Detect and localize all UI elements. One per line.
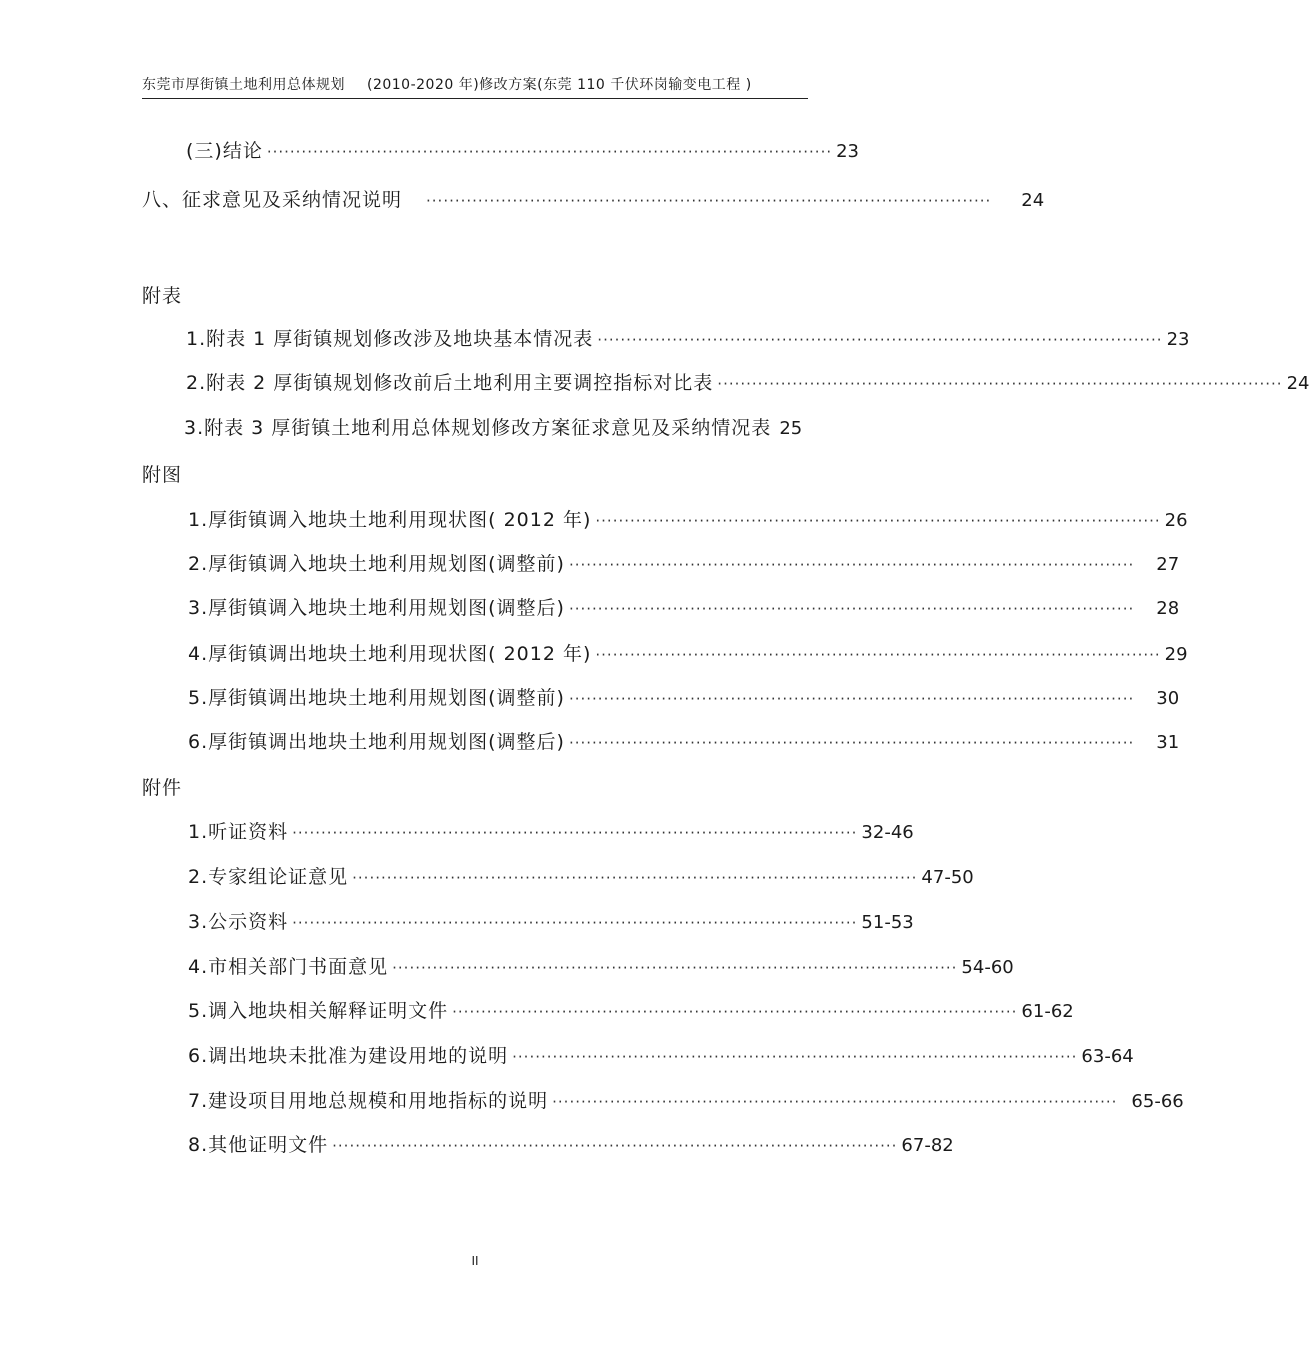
header-title: 东莞市厚街镇土地利用总体规划 bbox=[142, 77, 345, 93]
toc-entry-label: 1.听证资料 bbox=[188, 821, 289, 843]
toc-entry-attachment-4[interactable] bbox=[188, 954, 1014, 981]
toc-entry-label: 6.调出地块未批准为建设用地的说明 bbox=[188, 1045, 509, 1067]
toc-entry-page: 31 bbox=[1156, 732, 1180, 753]
leader-dots: ·································································································· bbox=[332, 1137, 898, 1155]
toc-entry-label: 3.附表 3 厚街镇土地利用总体规划修改方案征求意见及采纳情况表 bbox=[184, 417, 772, 439]
toc-entry-label: 1.附表 1 厚街镇规划修改涉及地块基本情况表 bbox=[186, 328, 594, 350]
toc-entry-table-3[interactable] bbox=[184, 415, 803, 442]
toc-entry-label: 1.厚街镇调入地块土地利用现状图( 2012 年) bbox=[188, 509, 592, 531]
leader-dots: ·································································································· bbox=[552, 1093, 1118, 1111]
toc-entry-map-3[interactable] bbox=[188, 595, 1180, 622]
header-rule bbox=[142, 98, 808, 99]
leader-dots: ·································································································· bbox=[568, 690, 1135, 708]
toc-entry-label: 3.厚街镇调入地块土地利用规划图(调整后) bbox=[188, 597, 565, 619]
toc-entry-page: 30 bbox=[1156, 688, 1180, 709]
toc-entry-attachment-7[interactable] bbox=[188, 1088, 1184, 1115]
leader-dots: ·································································································· bbox=[568, 734, 1135, 752]
toc-entry-map-4[interactable] bbox=[188, 641, 1188, 668]
toc-entry-attachment-2[interactable] bbox=[188, 864, 974, 891]
toc-entry-label: 3.公示资料 bbox=[188, 911, 289, 933]
section-heading-attachments: 附件 bbox=[142, 777, 183, 799]
toc-entry-page: 27 bbox=[1156, 554, 1180, 575]
toc-entry-label: (三)结论 bbox=[186, 140, 263, 162]
toc-entry-page: 23 bbox=[1166, 329, 1190, 350]
toc-entry-map-6[interactable] bbox=[188, 729, 1180, 756]
toc-entry-page: 23 bbox=[836, 141, 860, 162]
toc-entry-page: 67-82 bbox=[901, 1135, 954, 1156]
toc-entry-page: 25 bbox=[779, 418, 803, 439]
toc-entry-page: 26 bbox=[1164, 510, 1188, 531]
toc-entry-section8[interactable] bbox=[142, 187, 1045, 214]
toc-entry-page: 51-53 bbox=[861, 912, 914, 933]
toc-entry-page: 47-50 bbox=[921, 867, 974, 888]
header-period: (2010-2020 年)修改方案(东莞 110 千伏环岗输变电工程 ) bbox=[367, 77, 752, 93]
leader-dots: ·································································································· bbox=[426, 192, 992, 210]
toc-entry-table-1[interactable] bbox=[186, 326, 1190, 353]
leader-dots: ·································································································· bbox=[717, 375, 1283, 393]
toc-entry-table-2[interactable] bbox=[186, 370, 1309, 397]
toc-entry-page: 29 bbox=[1164, 644, 1188, 665]
toc-entry-label: 2.厚街镇调入地块土地利用规划图(调整前) bbox=[188, 553, 565, 575]
toc-entry-attachment-1[interactable] bbox=[188, 819, 914, 846]
toc-entry-page: 54-60 bbox=[961, 957, 1014, 978]
toc-entry-map-2[interactable] bbox=[188, 551, 1180, 578]
toc-entry-label: 5.厚街镇调出地块土地利用规划图(调整前) bbox=[188, 687, 565, 709]
toc-entry-page: 24 bbox=[1286, 373, 1309, 394]
toc-entry-label: 7.建设项目用地总规模和用地指标的说明 bbox=[188, 1090, 549, 1112]
toc-entry-page: 24 bbox=[1021, 190, 1045, 211]
leader-dots: ·································································································· bbox=[292, 914, 858, 932]
running-header bbox=[142, 74, 808, 94]
toc-entry-page: 65-66 bbox=[1131, 1091, 1184, 1112]
toc-entry-label: 5.调入地块相关解释证明文件 bbox=[188, 1000, 449, 1022]
toc-entry-attachment-3[interactable] bbox=[188, 909, 914, 936]
toc-entry-page: 32-46 bbox=[861, 822, 914, 843]
toc-entry-label: 4.市相关部门书面意见 bbox=[188, 956, 389, 978]
toc-entry-label: 6.厚街镇调出地块土地利用规划图(调整后) bbox=[188, 731, 565, 753]
toc-entry-label: 4.厚街镇调出地块土地利用现状图( 2012 年) bbox=[188, 643, 592, 665]
leader-dots: ·································································································· bbox=[352, 869, 918, 887]
page-number: II bbox=[471, 1254, 479, 1268]
leader-dots: ·································································································· bbox=[595, 512, 1161, 530]
toc-entry-label: 8.其他证明文件 bbox=[188, 1134, 329, 1156]
toc-entry-map-5[interactable] bbox=[188, 685, 1180, 712]
toc-entry-attachment-6[interactable] bbox=[188, 1043, 1134, 1070]
leader-dots: ·································································································· bbox=[568, 556, 1135, 574]
section-heading-maps: 附图 bbox=[142, 464, 183, 486]
leader-dots: ·································································································· bbox=[597, 331, 1163, 349]
toc-entry-map-1[interactable] bbox=[188, 507, 1188, 534]
leader-dots: ·································································································· bbox=[392, 959, 958, 977]
leader-dots: ·································································································· bbox=[292, 824, 858, 842]
leader-dots: ·································································································· bbox=[568, 600, 1135, 618]
leader-dots: ·································································································· bbox=[266, 143, 833, 161]
section-heading-tables: 附表 bbox=[142, 285, 183, 307]
toc-entry-page: 63-64 bbox=[1081, 1046, 1134, 1067]
toc-entry-attachment-5[interactable] bbox=[188, 998, 1074, 1025]
toc-entry-conclusion[interactable] bbox=[186, 138, 860, 165]
toc-entry-page: 61-62 bbox=[1021, 1001, 1074, 1022]
toc-entry-label: 2.附表 2 厚街镇规划修改前后土地利用主要调控指标对比表 bbox=[186, 372, 714, 394]
toc-entry-page: 28 bbox=[1156, 598, 1180, 619]
toc-entry-label: 2.专家组论证意见 bbox=[188, 866, 349, 888]
toc-entry-label: 八、征求意见及采纳情况说明 bbox=[142, 189, 403, 211]
leader-dots: ·································································································· bbox=[452, 1003, 1018, 1021]
toc-entry-attachment-8[interactable] bbox=[188, 1132, 954, 1159]
leader-dots: ·································································································· bbox=[512, 1048, 1078, 1066]
leader-dots: ·································································································· bbox=[595, 646, 1161, 664]
